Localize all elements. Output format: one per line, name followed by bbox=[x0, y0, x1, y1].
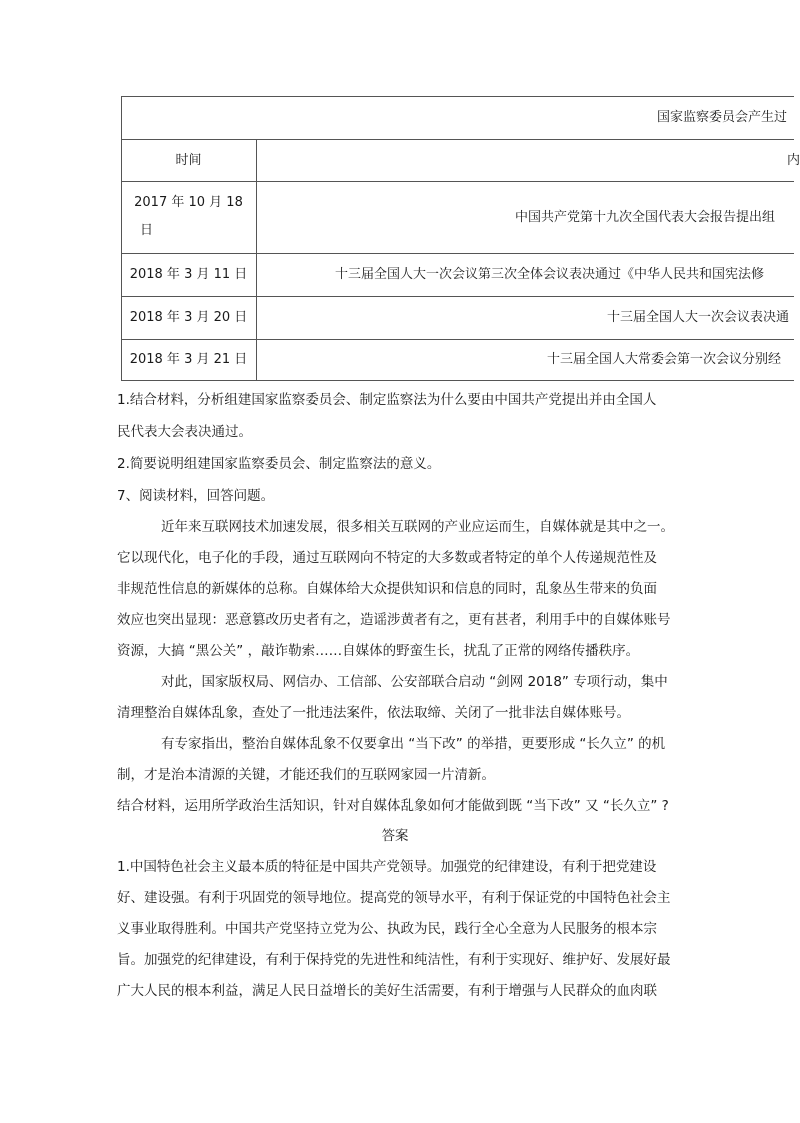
table-row-time: 2018 年 3 月 11 日 bbox=[129, 267, 248, 282]
paragraph-line: 它以现代化，电子化的手段，通过互联网向不特定的大多数或者特定的单个人传递规范性及 bbox=[117, 550, 657, 566]
question-2: 2.简要说明组建国家监察委员会、制定监察法的意义。 bbox=[117, 456, 441, 472]
answer-line: 义事业取得胜利。中国共产党坚持立党为公、执政为民，践行全心全意为人民服务的根本宗 bbox=[117, 921, 657, 937]
paragraph-line: 非规范性信息的新媒体的总称。自媒体给大众提供知识和信息的同时，乱象丛生带来的负面 bbox=[117, 581, 657, 597]
table-title: 国家监察委员会产生过 bbox=[657, 110, 788, 125]
answer-line: 1.中国特色社会主义最本质的特征是中国共产党领导。加强党的纪律建设，有利于把党建设 bbox=[117, 859, 657, 875]
answer-line: 好、建设强。有利于巩固党的领导地位。提高党的领导水平，有利于保证党的中国特色社会主 bbox=[117, 890, 671, 906]
q7-heading: 7、阅读材料，回答问题。 bbox=[117, 488, 275, 504]
table-row-content: 十三届全国人大一次会议表决通 bbox=[607, 310, 790, 325]
question-1-cont: 民代表大会表决通过。 bbox=[117, 424, 252, 440]
table-divider bbox=[121, 139, 794, 140]
table-column-divider bbox=[256, 139, 257, 381]
table-divider bbox=[121, 339, 794, 340]
table-divider bbox=[121, 296, 794, 297]
paragraph-line: 近年来互联网技术加速发展，很多相关互联网的产业应运而生，自媒体就是其中之一。 bbox=[161, 519, 674, 535]
table-row-content: 中国共产党第十九次全国代表大会报告提出组 bbox=[515, 210, 776, 225]
table-row-content: 十三届全国人大常委会第一次会议分别经 bbox=[547, 352, 782, 367]
table-row-time: 2018 年 3 月 20 日 bbox=[129, 310, 248, 325]
paragraph-line: 有专家指出，整治自媒体乱象不仅要拿出 “当下改” 的举措，更要形成 “长久立” 的机 bbox=[161, 736, 666, 752]
answer-line: 广大人民的根本利益，满足人民日益增长的美好生活需要，有利于增强与人民群众的血肉联 bbox=[117, 983, 657, 999]
paragraph-line: 资源，大搞 “黑公关” ，敲诈勒索……自媒体的野蛮生长，扰乱了正常的网络传播秩序。 bbox=[117, 643, 640, 659]
q7-question: 结合材料，运用所学政治生活知识，针对自媒体乱象如何才能做到既 “当下改” 又 “长久立” ? bbox=[117, 798, 669, 814]
table-divider bbox=[121, 253, 794, 254]
paragraph-line: 对此，国家版权局、网信办、工信部、公安部联合启动 “剑网 2018” 专项行动，集中 bbox=[161, 674, 668, 690]
answer-heading: 答案 bbox=[381, 828, 409, 844]
question-1: 1.结合材料，分析组建国家监察委员会、制定监察法为什么要由中国共产党提出并由全国人 bbox=[117, 392, 657, 408]
table-row-time: 2017 年 10 月 18 日 bbox=[134, 195, 243, 238]
table-border-top bbox=[121, 96, 794, 97]
paragraph-line: 制，才是治本清源的关键，才能还我们的互联网家园一片清新。 bbox=[117, 767, 495, 783]
paragraph-line: 清理整治自媒体乱象，查处了一批违法案件，依法取缔、关闭了一批非法自媒体账号。 bbox=[117, 705, 630, 721]
table-row-time: 2018 年 3 月 21 日 bbox=[129, 352, 248, 367]
table-row-content: 十三届全国人大一次会议第三次全体会议表决通过《中华人民共和国宪法修 bbox=[335, 267, 765, 282]
answer-line: 旨。加强党的纪律建设，有利于保持党的先进性和纯洁性，有利于实现好、维护好、发展好最 bbox=[117, 952, 671, 968]
header-content: 内 bbox=[787, 153, 800, 168]
table-border-bottom bbox=[121, 380, 794, 381]
paragraph-line: 效应也突出显现：恶意篡改历史者有之，造谣涉黄者有之，更有甚者，利用手中的自媒体账号 bbox=[117, 612, 671, 628]
header-time: 时间 bbox=[175, 153, 202, 168]
table-divider bbox=[121, 181, 794, 182]
